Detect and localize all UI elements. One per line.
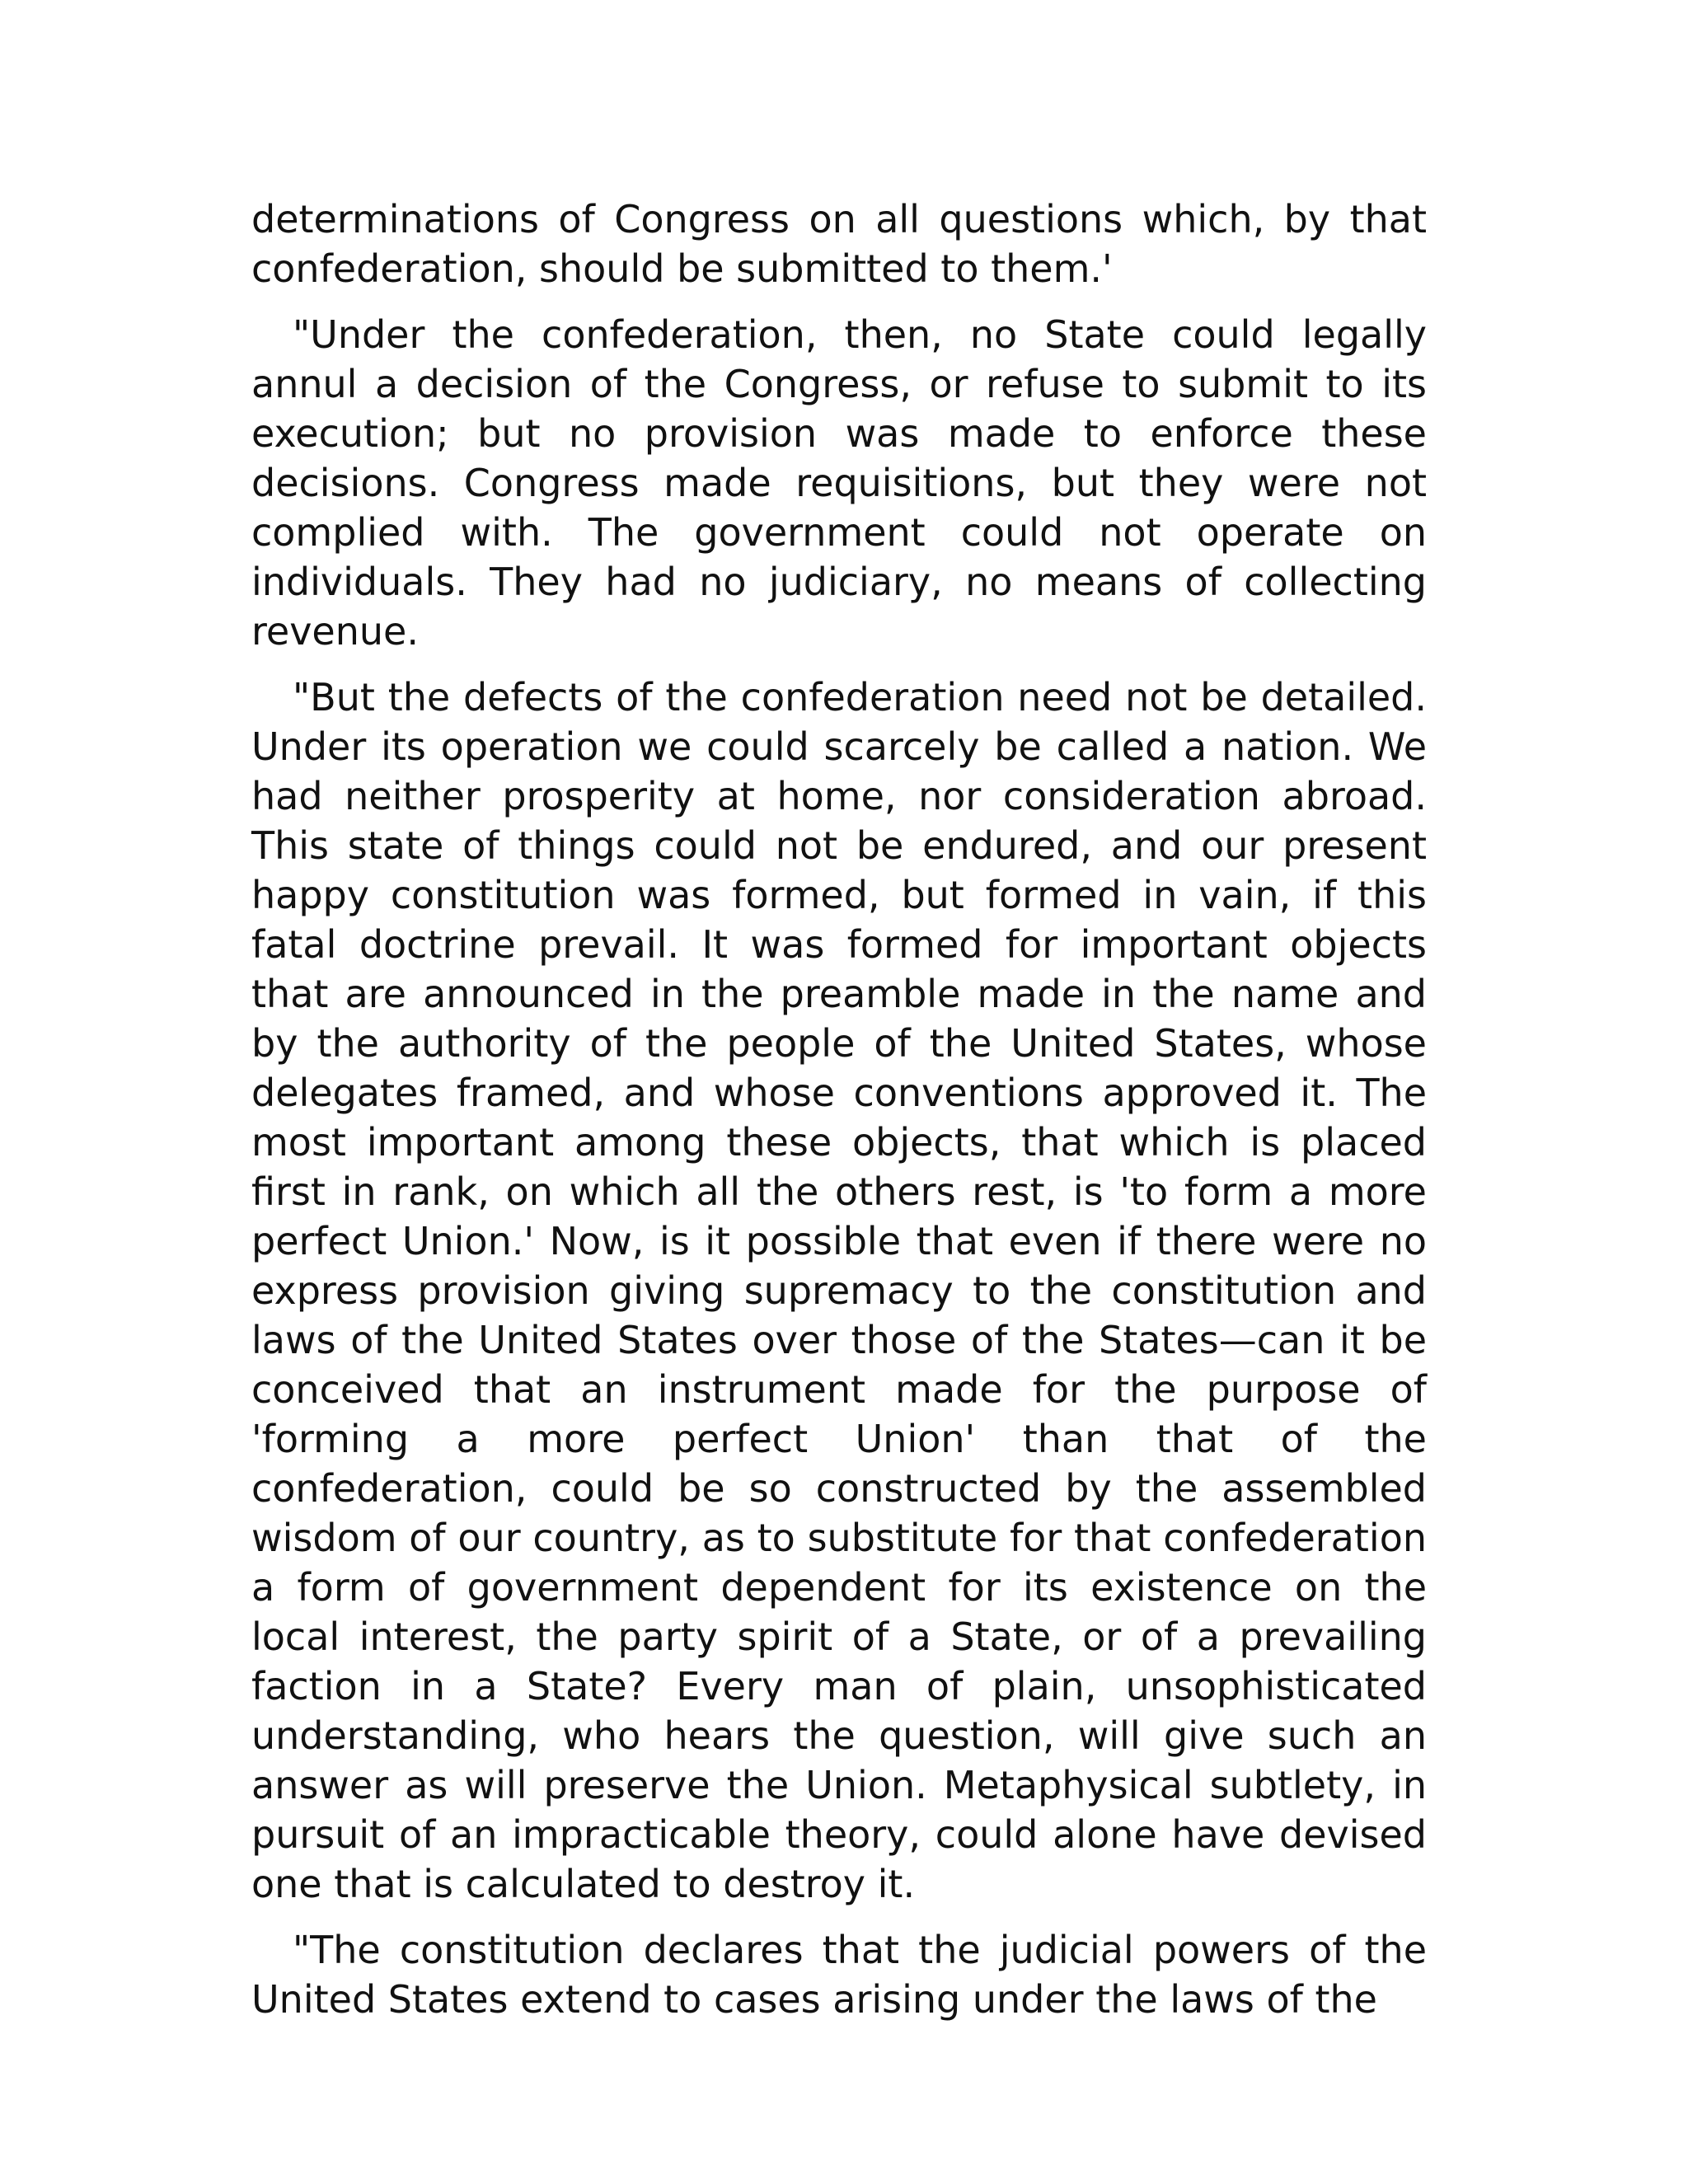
paragraph-confederation-powers: "Under the confederation, then, no State could legally annul a decision of the Congress, or refuse to submit to its execution; but no provision was made to enforce these decisions. Congress made requisitions, but they were not complied with. The government could not operate on individuals. They had no judiciary, no means of collecting revenue. bbox=[251, 312, 1427, 654]
paragraph-continuation: determinations of Congress on all questions which, by that confederation, should be submitted to them.' bbox=[251, 197, 1427, 291]
paragraph-judicial-powers: "The constitution declares that the judicial powers of the United States extend to cases arising under the laws of the bbox=[251, 1928, 1427, 2022]
paragraph-defects-of-confederation: "But the defects of the confederation need not be detailed. Under its operation we could scarcely be called a nation. We had neither prosperity at home, nor consideration abroad. This state of things could not be endured, and our present happy constitution was formed, but formed in vain, if this fatal doctrine prevail. It was formed for important objects that are announced in the preamble made in the name and by the authority of the people of the United States, whose delegates framed, and whose conventions approved it. The most important among these objects, that which is placed first in rank, on which all the others rest, is 'to form a more perfect Union.' Now, is it possible that even if there were no express provision giving supremacy to the constitution and laws of the United States over those of the States—can it be conceived that an instrument made for the purpose of 'forming a more perfect Union' than that of the confederation, could be so constructed by the assembled wisdom of our country, as to substitute for that confederation a form of government dependent for its existence on the local interest, the party spirit of a State, or of a prevailing faction in a State? Every man of plain, unsophisticated understanding, who hears the question, will give such an answer as will preserve the Union. Metaphysical subtlety, in pursuit of an impracticable theory, could alone have devised one that is calculated to destroy it. bbox=[251, 675, 1427, 1906]
body-text bbox=[251, 194, 1427, 2024]
